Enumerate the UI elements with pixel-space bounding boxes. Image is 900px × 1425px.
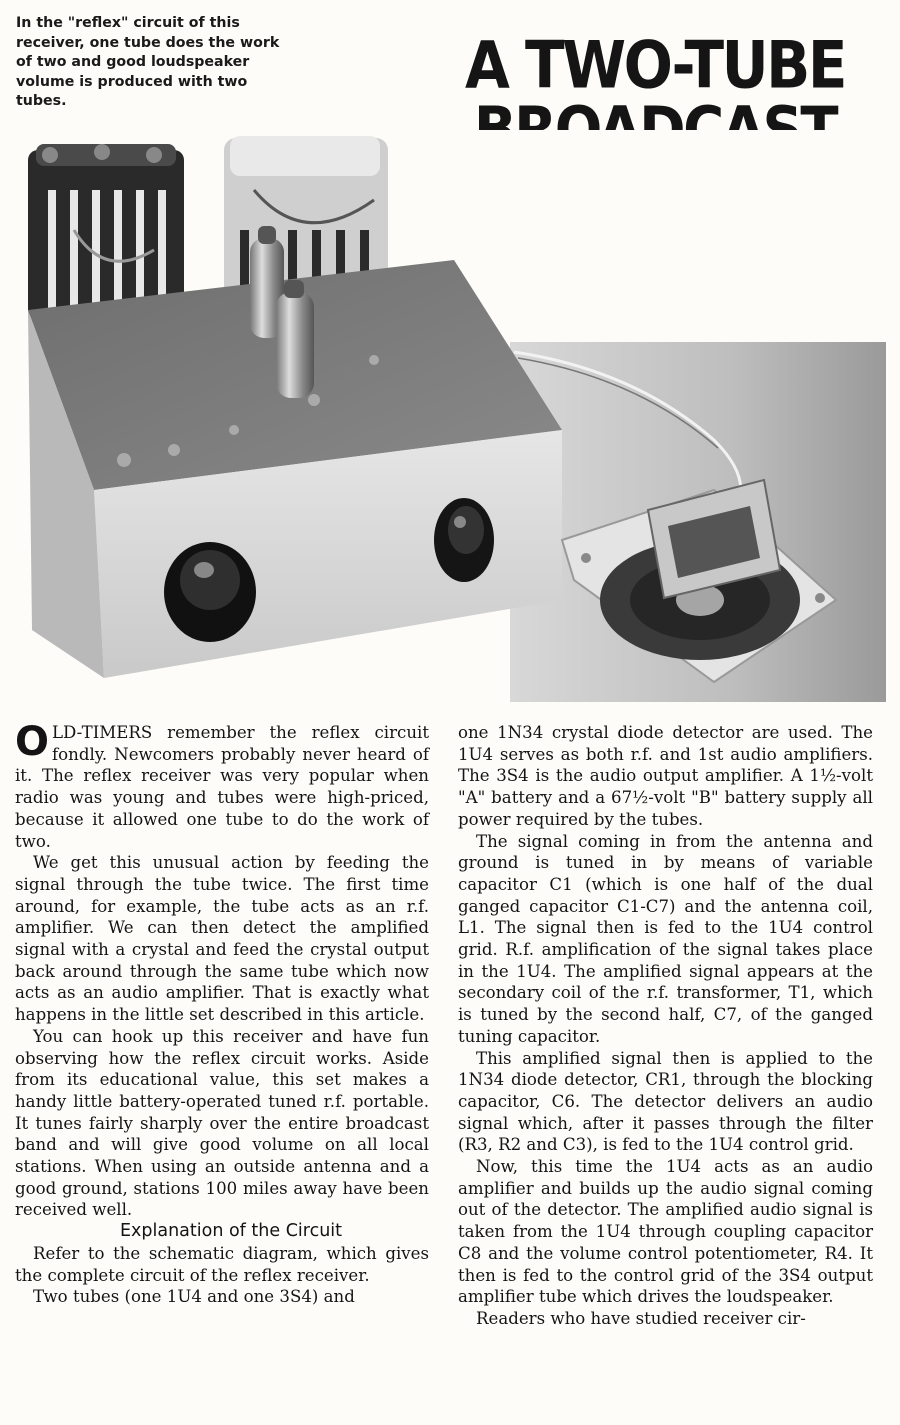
section-heading: Explanation of the Circuit — [119, 1221, 343, 1242]
paragraph: Now, this time the 1U4 acts as an audio amplifier and builds up the audio signal coming out of the detector. The amplified audio signal is taken from the 1U4 through coupling capacitor C8 and the volume control potentiometer, R4. It then is fed to the control grid of the 3S4 output amplifier tube which drives the loudspeaker. — [458, 1157, 873, 1307]
paragraph: We get this unusual action by feeding the signal through the tube twice. The first time around, for example, the tube acts as an r.f. amplifier. We can then detect the amplified signal with a crystal and feed the crystal output back around through the same tube which now acts as an audio amplifier. That is exactly what happens in the little set described in this article. — [15, 853, 429, 1025]
volume-knob — [434, 498, 494, 582]
receiver-photo-illustration — [14, 130, 886, 702]
paragraph: one 1N34 crystal diode detector are used. The 1U4 serves as both r.f. and 1st audio amplifiers. The 3S4 is the audio output amplifier. A 1½-volt "A" battery and a 67½-volt "B" battery supply all power required by the tubes. — [458, 723, 873, 829]
paragraph: Refer to the schematic diagram, which gives the complete circuit of the reflex receiver. — [15, 1243, 429, 1285]
drop-cap: O — [15, 719, 50, 765]
paragraph-intro — [15, 719, 429, 852]
receiver-photo — [14, 130, 886, 702]
photo-caption: In the "reflex" circuit of this receiver, one tube does the work of two and good loudspeaker volume is produced with two tubes. — [16, 15, 280, 109]
article-column-left — [15, 719, 429, 1308]
paragraph: The signal coming in from the antenna and ground is tuned in by means of variable capacitor C1 (which is one half of the dual ganged capacitor C1-C7) and the antenna coil, L1. The signal then is fed to the 1U4 control grid. R.f. amplification of the signal takes place in the 1U4. The amplified signal appears at the secondary coil of the r.f. transformer, T1, which is tuned by the second half, C7, of the ganged tuning capacitor. — [458, 831, 873, 1046]
headline-line-1: A TWO-TUBE — [464, 26, 846, 104]
paragraph: Two tubes (one 1U4 and one 3S4) and — [33, 1287, 355, 1307]
tuning-knob — [164, 542, 256, 642]
article-column-right — [458, 722, 873, 1330]
battery-left — [28, 144, 184, 320]
paragraph: This amplified signal then is applied to the 1N34 diode detector, CR1, through the blocking capacitor, C6. The detector delivers an audio signal which, after it passes through the filter (R3, R2 and C3), is fed to the 1U4 control grid. — [458, 1048, 873, 1155]
paragraph: You can hook up this receiver and have fun observing how the reflex circuit works. Aside from its educational value, this set makes a handy little battery-operated tuned r.f. portable. It tunes fairly sharply over the entire broadcast band and will give good volume on all local stations. When using an outside antenna and a good ground, stations 100 miles away have been received well. — [15, 1026, 429, 1220]
paragraph: Readers who have studied receiver cir- — [476, 1308, 806, 1328]
paragraph-intro-text: LD-TIMERS remember the reflex circuit fondly. Newcomers probably never heard of it. The reflex receiver was very popular when radio was young and tubes were high-priced, because it allowed one tube to do the work of two. — [15, 723, 429, 851]
